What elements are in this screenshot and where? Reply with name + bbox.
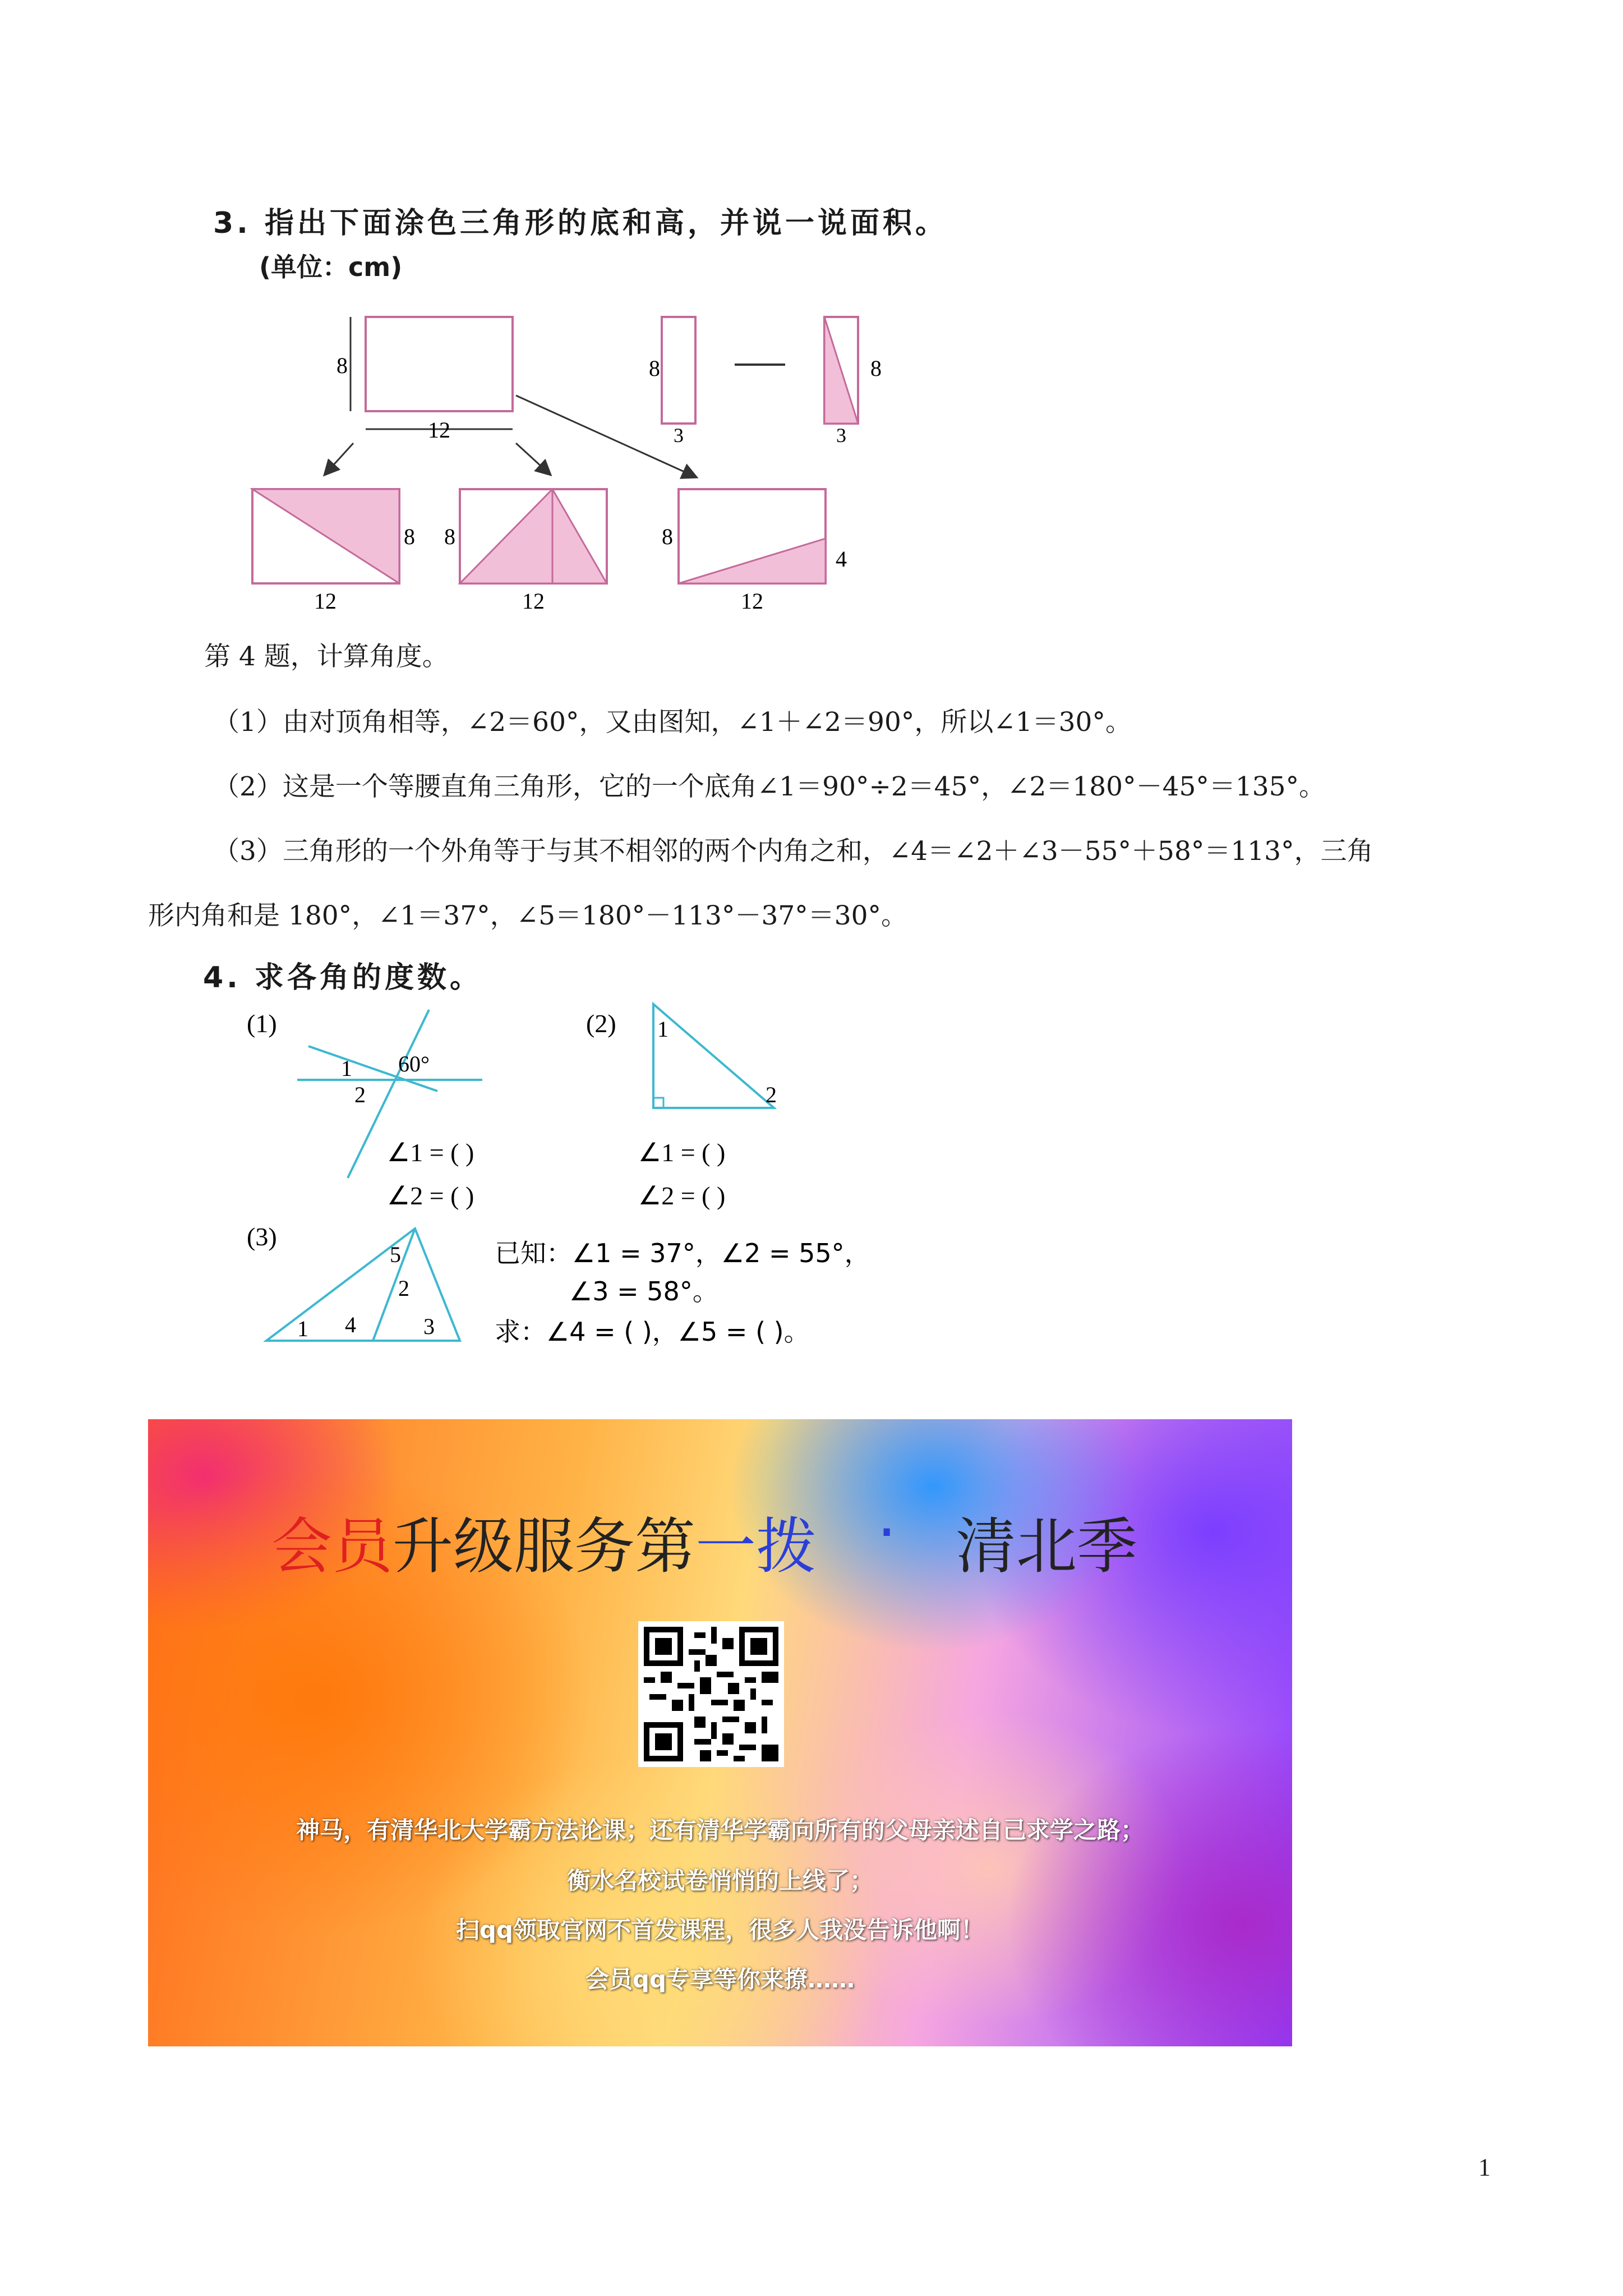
part-1-label: (1)	[247, 1009, 277, 1038]
svg-text:∠1 = ( ): ∠1 = ( )	[387, 1138, 474, 1167]
svg-text:3: 3	[836, 424, 846, 447]
question-3-figure	[247, 303, 909, 617]
qr-code[interactable]	[638, 1621, 784, 1767]
svg-text:2: 2	[766, 1082, 777, 1107]
rect-3x8	[662, 317, 695, 424]
solution-line-3: （3）三角形的一个外角等于与其不相邻的两个内角之和，∠4＝∠2＋∠3－55°＋58°＝113°，三角	[213, 836, 1373, 867]
page-number: 1	[1478, 2154, 1491, 2181]
svg-text:12: 12	[522, 588, 545, 614]
banner-line-2: 衡水名校试卷悄悄的上线了；	[566, 1867, 873, 1894]
svg-text:4: 4	[345, 1312, 356, 1337]
banner-line-4: 会员qq专享等你来撩……	[585, 1966, 855, 1993]
svg-text:8: 8	[649, 356, 660, 381]
solution-line-2: （2）这是一个等腰直角三角形，它的一个底角∠1＝90°÷2＝45°，∠2＝180°－45°＝135°。	[213, 771, 1326, 802]
svg-text:2: 2	[398, 1276, 409, 1301]
svg-text:2: 2	[354, 1082, 366, 1107]
dim-12: 12	[428, 417, 450, 443]
question-4-figure	[236, 993, 931, 1363]
angle-60-label: 60°	[398, 1051, 430, 1076]
svg-text:8: 8	[444, 524, 455, 549]
svg-text:8: 8	[404, 524, 415, 549]
svg-text:4: 4	[836, 546, 847, 572]
svg-text:8: 8	[662, 524, 673, 549]
banner-line-3: 扫qq领取官网不首发课程，很多人我没告诉他啊！	[455, 1916, 985, 1944]
svg-text:3: 3	[674, 424, 684, 447]
question-3-unit: (单位：cm)	[259, 252, 403, 282]
svg-text:12: 12	[741, 588, 763, 614]
question-4-title: 4. 求各角的度数。	[203, 961, 483, 995]
svg-text:5: 5	[390, 1242, 401, 1267]
svg-text:1: 1	[297, 1316, 308, 1341]
svg-text:1: 1	[657, 1016, 668, 1042]
known-line-2: ∠3 = 58°。	[569, 1276, 718, 1306]
part-2-label: (2)	[586, 1009, 616, 1038]
svg-text:∠2 = ( ): ∠2 = ( )	[638, 1181, 726, 1210]
banner-line-1: 神马，有清华北大学霸方法论课；还有清华学霸向所有的父母亲述自己求学之路；	[296, 1816, 1144, 1844]
part-3-label: (3)	[247, 1222, 277, 1251]
svg-text:8: 8	[870, 356, 882, 381]
solution-heading: 第 4 题，计算角度。	[204, 641, 449, 672]
known-line-1: 已知：∠1 = 37°，∠2 = 55°，	[495, 1238, 870, 1268]
promo-banner[interactable]: 会员 升级服务第 一拨 · 清北季 神马，有清华北大学霸方法论课；还有清华学霸向所有的父母亲述自己求学之路； 衡水名校试卷悄悄的上线了； 扫qq领取官网不首发课程，很多人我没告诉他啊！ 会员qq专享等你来撩……	[148, 1419, 1292, 2046]
question-3-title: 3. 指出下面涂色三角形的底和高，并说一说面积。	[213, 206, 948, 240]
solution-line-4: 形内角和是 180°，∠1＝37°，∠5＝180°－113°－37°＝30°。	[148, 900, 908, 931]
svg-text:3: 3	[423, 1314, 435, 1339]
solution-line-1: （1）由对顶角相等，∠2＝60°，又由图知，∠1＋∠2＝90°，所以∠1＝30°。	[213, 707, 1132, 738]
rect-12x8	[366, 317, 513, 411]
svg-text:12: 12	[314, 588, 336, 614]
svg-text:∠1 = ( ): ∠1 = ( )	[638, 1138, 726, 1167]
svg-text:∠2 = ( ): ∠2 = ( )	[387, 1181, 474, 1210]
svg-text:1: 1	[341, 1056, 352, 1081]
ask-line: 求：∠4 = ( )，∠5 = ( )。	[495, 1317, 810, 1347]
dim-8: 8	[336, 353, 348, 378]
